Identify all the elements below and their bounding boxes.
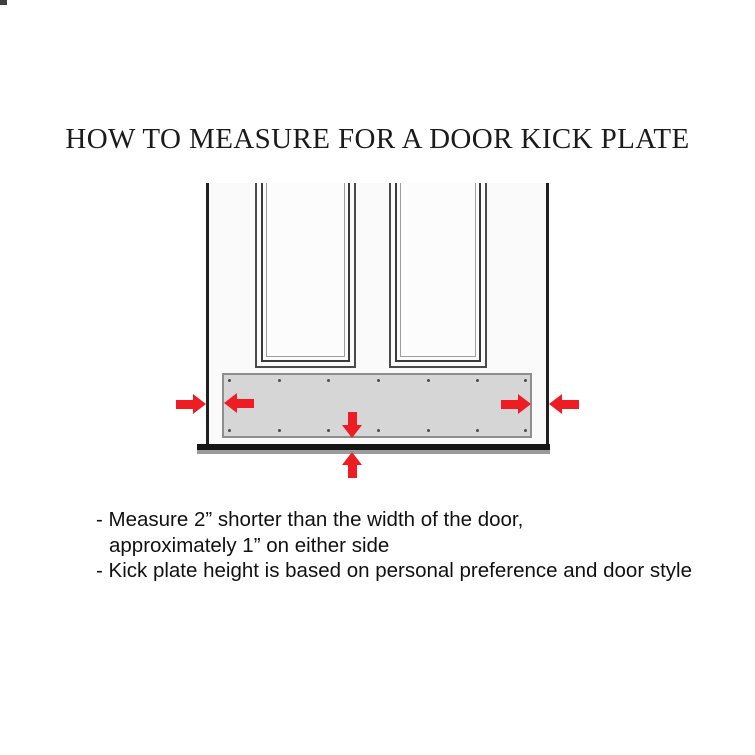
screw-dot: [476, 429, 479, 432]
measurement-notes: [96, 507, 716, 584]
kick-plate: [222, 373, 532, 438]
screw-dot: [278, 379, 281, 382]
door-diagram: [170, 183, 590, 483]
door-left-edge: [206, 183, 209, 450]
screw-dot: [327, 429, 330, 432]
arrow-shaft: [562, 400, 579, 409]
note-plate-height: - Kick plate height is based on personal preference and door style: [96, 559, 693, 582]
arrow-left-to-door-right-edge-icon: [549, 394, 579, 414]
arrow-head: [342, 425, 362, 438]
arrow-head: [518, 394, 531, 414]
arrow-down-to-plate-bottom-icon: [342, 412, 362, 438]
note-measure-width-line2: approximately 1” on either side: [109, 533, 390, 557]
arrow-right-to-door-left-edge-icon: [176, 394, 206, 414]
arrow-left-to-plate-left-edge-icon: [224, 393, 254, 413]
arrow-shaft: [176, 400, 193, 409]
door-panel-right-molding: [395, 183, 481, 362]
page-title: HOW TO MEASURE FOR A DOOR KICK PLATE: [65, 123, 690, 155]
door-panel-right: [389, 183, 487, 368]
door-panel-right-inset: [400, 183, 476, 357]
arrow-shaft: [501, 400, 518, 409]
door-panel-left: [255, 183, 356, 368]
corner-artifact: [0, 0, 7, 5]
screw-dot: [228, 429, 231, 432]
screw-dot: [278, 429, 281, 432]
screw-dot: [524, 379, 527, 382]
screw-dot: [377, 379, 380, 382]
arrow-head: [193, 394, 206, 414]
screw-dot: [228, 379, 231, 382]
arrow-shaft: [348, 412, 357, 425]
door-panel-left-inset: [266, 183, 345, 357]
arrow-head: [224, 393, 237, 413]
door-threshold: [197, 450, 550, 454]
arrow-shaft: [348, 465, 357, 478]
screw-dot: [524, 429, 527, 432]
arrow-up-to-door-bottom-icon: [342, 452, 362, 478]
arrow-head: [342, 452, 362, 465]
arrow-head: [549, 394, 562, 414]
screw-dot: [427, 429, 430, 432]
screw-dot: [327, 379, 330, 382]
screw-dot: [427, 379, 430, 382]
arrow-right-to-plate-right-edge-icon: [501, 394, 531, 414]
door-panel-left-molding: [261, 183, 350, 362]
screw-dot: [377, 429, 380, 432]
screw-dot: [476, 379, 479, 382]
note-measure-width-line1: - Measure 2” shorter than the width of the door,: [96, 508, 524, 531]
arrow-shaft: [237, 399, 254, 408]
